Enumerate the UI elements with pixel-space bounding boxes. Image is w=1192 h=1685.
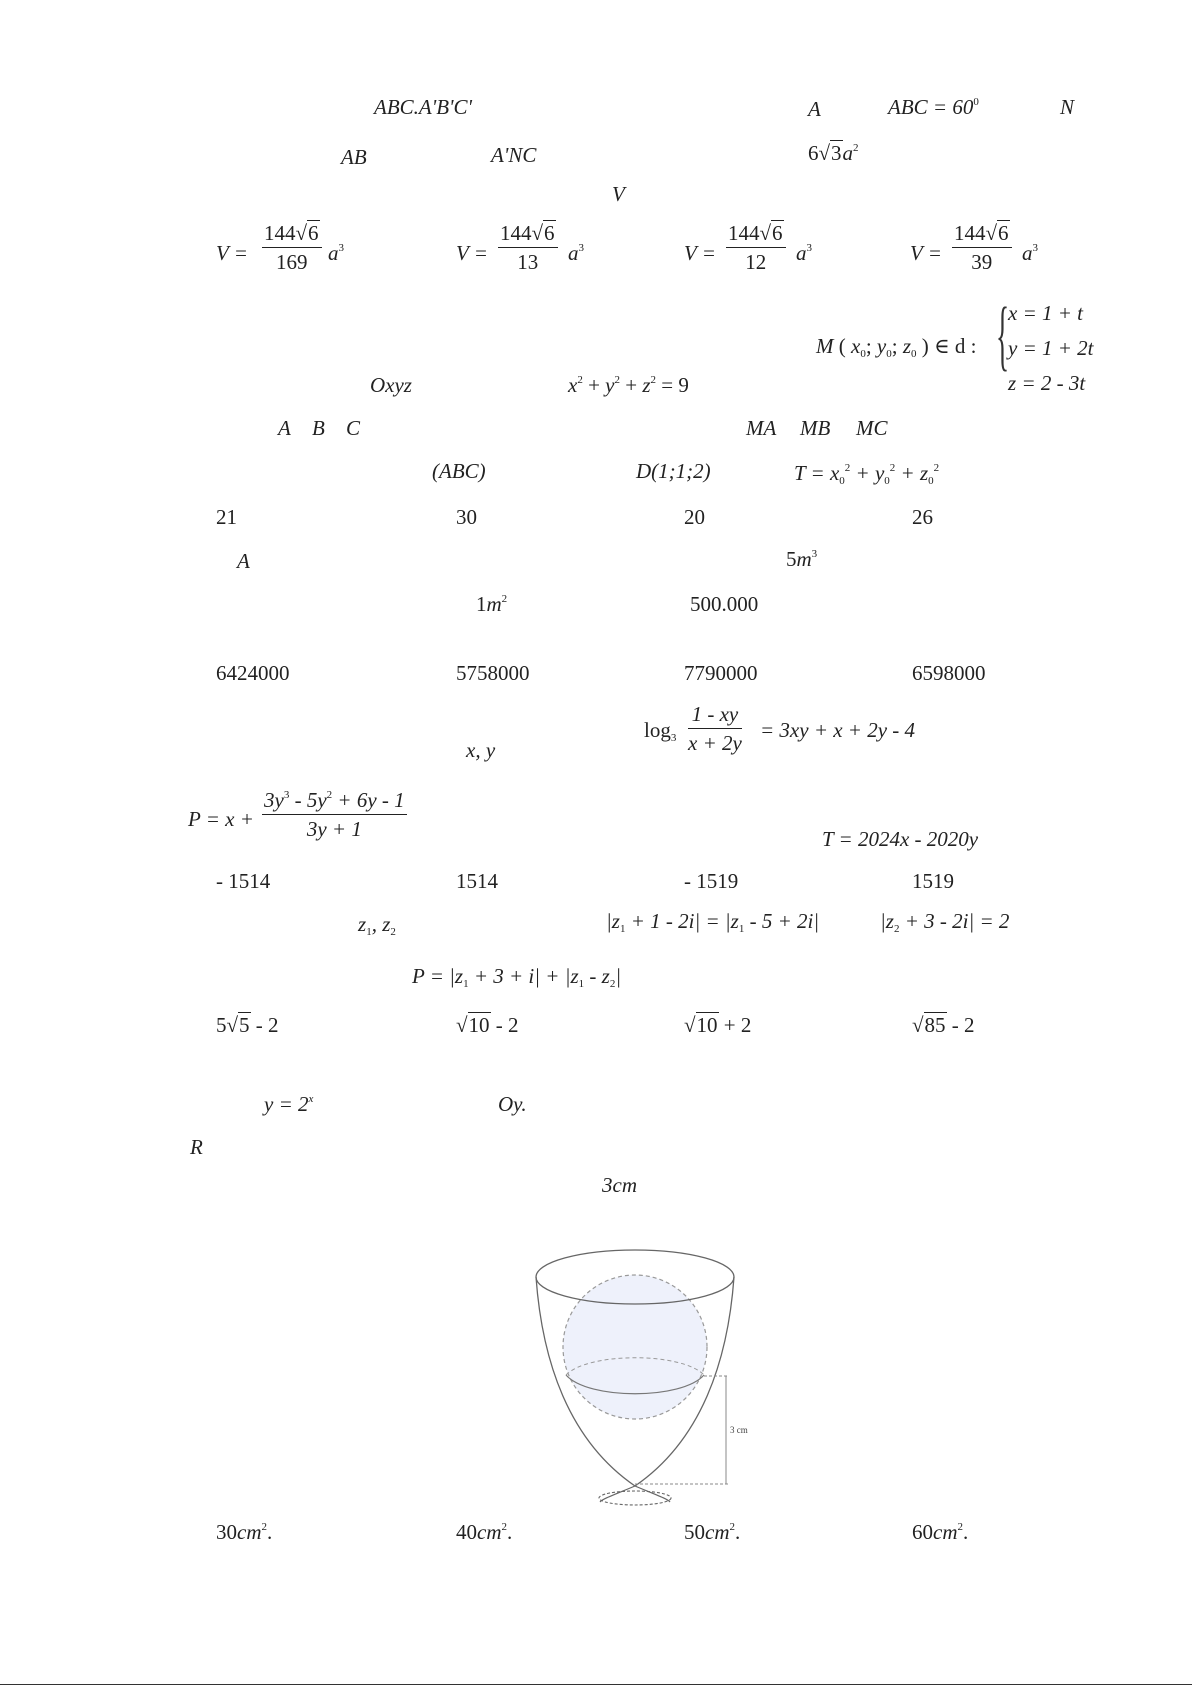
complex-vars: $z_1$, $z_2$: [358, 912, 396, 938]
q5-option-d: √85 - 2: [912, 1013, 975, 1037]
point-c-label: C: [346, 416, 361, 440]
condition-1: $|z_1 + 1 - 2i| = |z_1 - 5 + 2i|$: [606, 909, 820, 935]
point-d-label: D(1;1;2): [636, 459, 711, 483]
q3-option-c: 7790000: [684, 661, 758, 685]
q4-option-d: 1519: [912, 869, 954, 893]
coordinate-system-label: Oxyz: [370, 373, 412, 397]
q3-option-a: 6424000: [216, 661, 290, 685]
q3-option-b: 5758000: [456, 661, 530, 685]
vertex-a-label: A: [808, 97, 821, 121]
system-line-y: y = 1 + 2t: [1008, 336, 1094, 360]
q1-option-a-lhs: V =: [216, 241, 248, 265]
segment-mc-label: MC: [856, 416, 888, 440]
point-a-label: A: [278, 416, 291, 440]
q2-option-c: 20: [684, 505, 705, 529]
q1-option-b-lhs: V =: [456, 241, 488, 265]
t-expression: $T = x_0^2 + y_0^2 + z_0^2$: [794, 461, 940, 487]
sphere-shape: [563, 1275, 707, 1419]
q2-option-b: 30: [456, 505, 477, 529]
q4-option-b: 1514: [456, 869, 498, 893]
q1-option-d-var: $a^3$: [1022, 241, 1038, 265]
q6-option-a: $30cm^2$.: [216, 1520, 273, 1544]
point-n-label: N: [1060, 95, 1075, 119]
dimension-label: 3 cm: [730, 1425, 748, 1435]
label-a: A: [237, 549, 250, 573]
angle-abc-expr: ABC = $60^0$: [888, 95, 979, 119]
point-on-line-expr: M ( $x_0$; $y_0$; $z_0$ ) ∈ d :: [816, 334, 977, 360]
segment-mb-label: MB: [800, 416, 831, 440]
q1-option-c-fraction: $\frac{144√6}{12}$: [726, 223, 786, 273]
system-brace: {: [996, 291, 1010, 378]
log-label: $\log_3$: [644, 718, 677, 744]
q1-option-b-var: $a^3$: [568, 241, 584, 265]
prism-label: ABC.A'B'C': [374, 95, 473, 119]
sphere-equation: $x^2 + y^2 + z^2 = 9$: [568, 373, 689, 397]
q5-option-c: √10 + 2: [684, 1013, 752, 1037]
axis-oy-label: Oy.: [498, 1092, 527, 1116]
plane-anc-label: A'NC: [491, 143, 537, 167]
variables-xy: x, y: [466, 738, 496, 762]
t-target-expr: T = 2024x - 2020y: [822, 827, 979, 851]
q1-option-c-lhs: V =: [684, 241, 716, 265]
q4-option-c: - 1519: [684, 869, 739, 893]
q6-option-b: $40cm^2$.: [456, 1520, 513, 1544]
cup-bottom-base: [599, 1491, 671, 1505]
plane-abc-label: (ABC): [432, 459, 486, 483]
q1-option-a-var: $a^3$: [328, 241, 344, 265]
q6-option-c: $50cm^2$.: [684, 1520, 741, 1544]
segment-ma-label: MA: [746, 416, 777, 440]
unit-area: $1m^2$: [476, 592, 508, 616]
point-b-label: B: [312, 416, 325, 440]
p-modulus-expr: $P = |z_1 + 3 + i| + |z_1 - z_2|$: [412, 964, 622, 990]
q2-option-d: 26: [912, 505, 933, 529]
cup-sphere-figure: [528, 1240, 768, 1510]
condition-2: $|z_2 + 3 - 2i| = 2$: [880, 909, 1010, 935]
q4-option-a: - 1514: [216, 869, 271, 893]
q1-option-d-lhs: V =: [910, 241, 942, 265]
q1-option-b-fraction: $\frac{144√6}{13}$: [498, 223, 558, 273]
p-fraction: $\frac{3y^3 - 5y^2 + 6y - 1}{3y + 1}$: [264, 788, 405, 841]
q5-option-a: 5√5 - 2: [216, 1013, 279, 1037]
height-label: 3cm: [602, 1173, 637, 1197]
curve-equation: $y = 2^x$: [264, 1092, 314, 1116]
log-fraction: $\frac{1 - xy}{x + 2y}$: [688, 702, 742, 755]
p-lhs: P = x +: [188, 807, 254, 831]
q2-option-a: 21: [216, 505, 237, 529]
tank-volume: $5m^3$: [786, 547, 818, 571]
volume-asked-label: V: [612, 182, 625, 206]
system-line-x: x = 1 + t: [1008, 301, 1084, 325]
q6-option-d: $60cm^2$.: [912, 1520, 969, 1544]
q5-option-b: √10 - 2: [456, 1013, 519, 1037]
system-line-z: z = 2 - 3t: [1008, 371, 1086, 395]
q3-option-d: 6598000: [912, 661, 986, 685]
edge-ab-label: AB: [341, 145, 367, 169]
unit-price: 500.000: [690, 592, 759, 616]
q1-option-a-fraction: $\frac{144√6}{169}$: [262, 223, 322, 273]
q1-option-c-var: $a^3$: [796, 241, 812, 265]
cup-left-tail: [600, 1486, 635, 1502]
q1-option-d-fraction: $\frac{144√6}{39}$: [952, 223, 1012, 273]
area-expr: $6√3a^2$: [808, 141, 859, 165]
log-rhs: = 3xy + x + 2y - 4: [760, 718, 916, 742]
radius-label: R: [190, 1135, 203, 1159]
